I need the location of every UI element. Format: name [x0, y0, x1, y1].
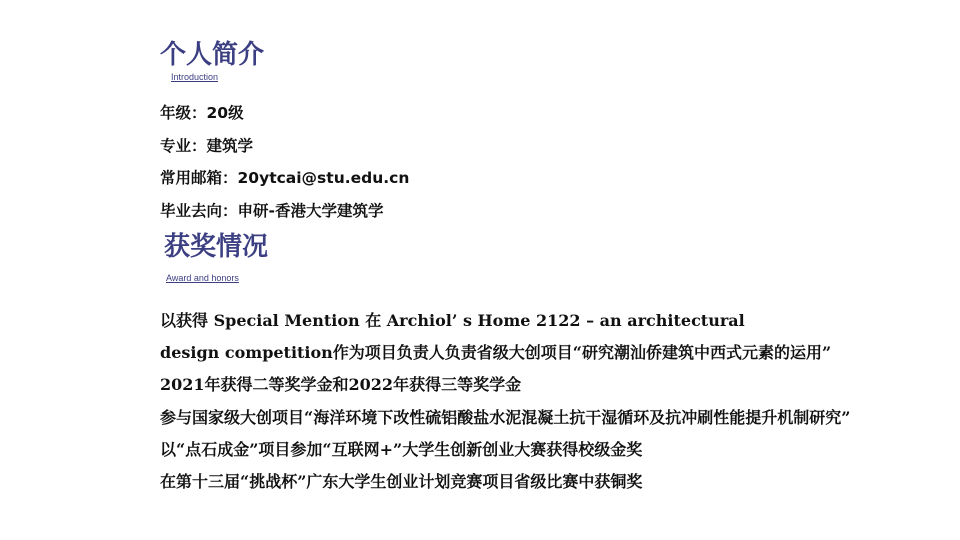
- grade-value: 20级: [206, 104, 244, 122]
- award-item: 以获得 Special Mention 在 Archiol’ s Home 2122 – an architectural: [160, 311, 745, 330]
- awards-list: [160, 308, 850, 501]
- grade-label: 年级：: [160, 104, 207, 122]
- award-item: design competition作为项目负责人负责省级大创项目“研究潮汕侨建筑中西式元素的运用”: [160, 343, 832, 363]
- grade-row: [160, 100, 409, 133]
- award-item: 2021年获得二等奖学金和2022年获得三等奖学金: [160, 375, 522, 395]
- email-row: [160, 165, 409, 198]
- awards-title: 获奖情况: [164, 232, 269, 262]
- award-item: 在第十三届“挑战杯”广东大学生创业计划竞赛项目省级比赛中获铜奖: [160, 471, 643, 491]
- awards-subtitle: Award and honors: [166, 273, 239, 283]
- major-value: 建筑学: [206, 136, 254, 155]
- destination-row: [160, 198, 409, 231]
- award-item: 以“点石成金”项目参加“互联网+”大学生创新创业大赛获得校级金奖: [160, 439, 643, 459]
- major-row: [160, 133, 409, 166]
- profile-subtitle: Introduction: [171, 72, 219, 82]
- profile-info-list: [160, 100, 409, 231]
- major-label: 专业：: [160, 136, 207, 155]
- email-label: 常用邮箱：: [160, 169, 238, 188]
- destination-label: 毕业去向：: [160, 202, 238, 221]
- destination-value: 申研-香港大学建筑学: [237, 202, 384, 221]
- award-item: 参与国家级大创项目“海洋环境下改性硫铝酸盐水泥混凝土抗干湿循环及抗冲刷性能提升机制研究”: [160, 407, 851, 427]
- profile-title: 个人简介: [160, 40, 265, 70]
- email-value: 20ytcai@stu.edu.cn: [237, 169, 410, 188]
